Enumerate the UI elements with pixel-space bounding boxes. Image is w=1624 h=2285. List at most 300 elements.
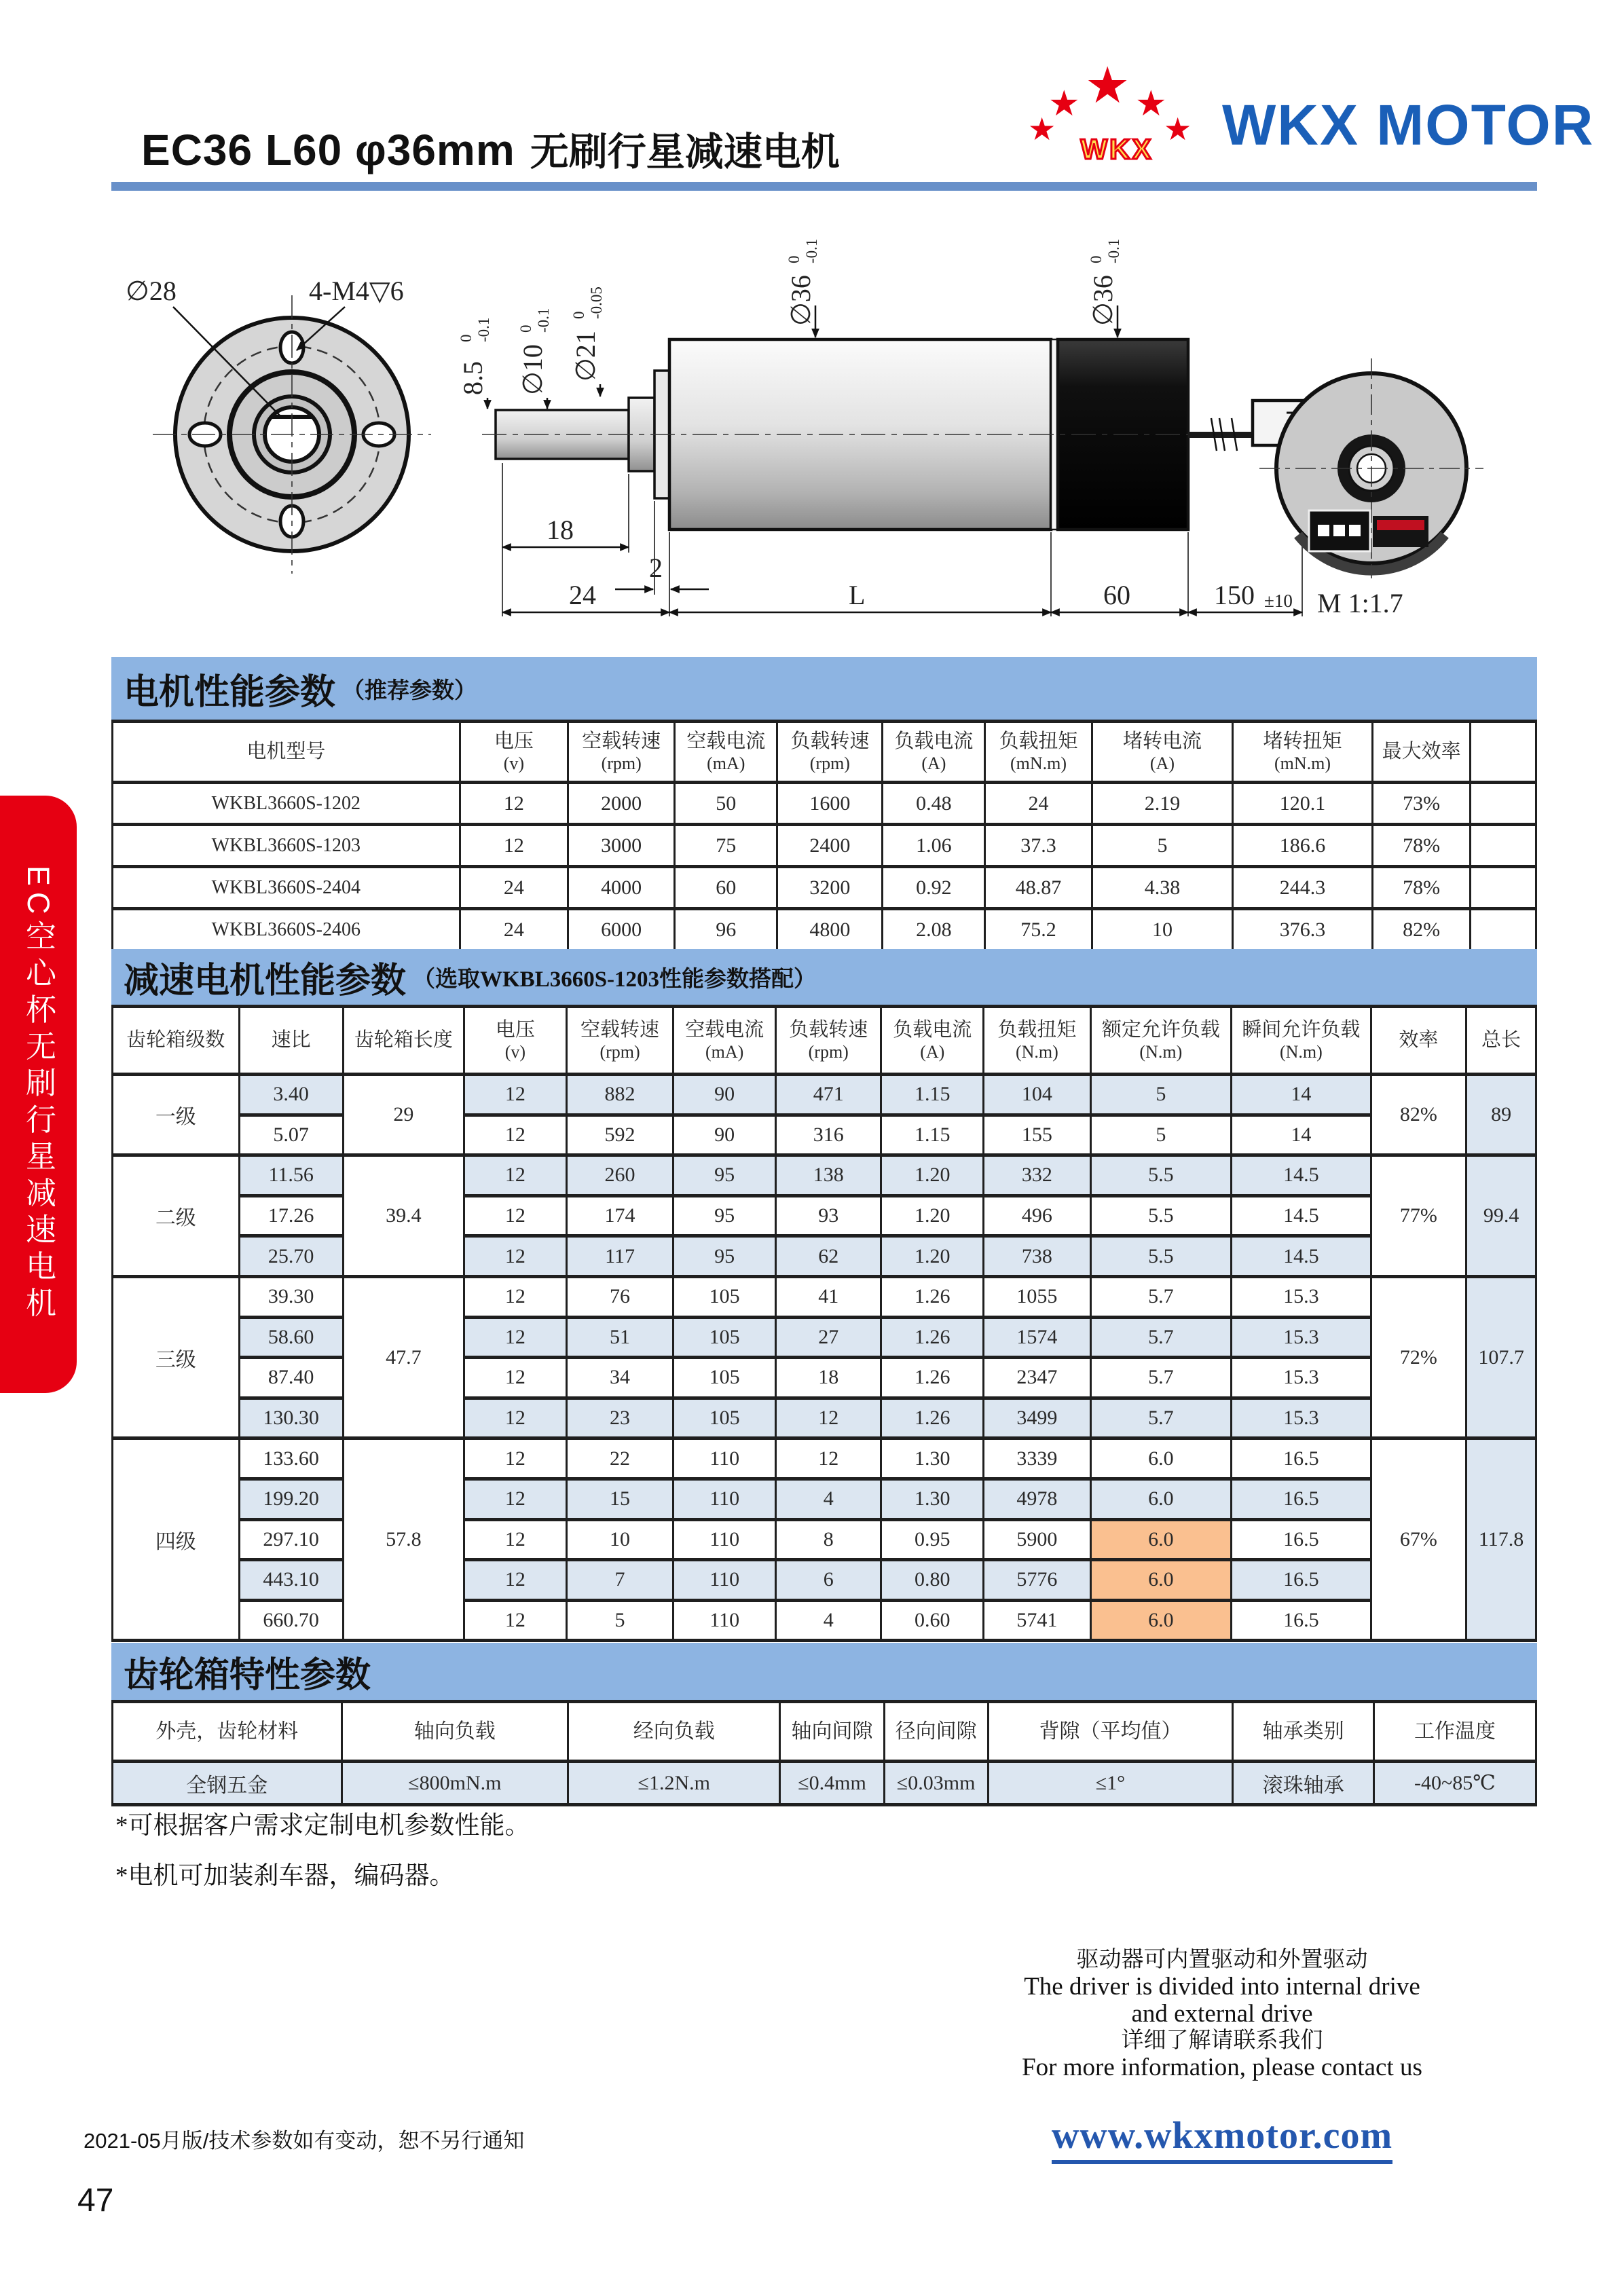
gearbox-length-cell: 39.4 [343, 1155, 464, 1277]
table-row [113, 1155, 1536, 1196]
table-cell: 4800 [777, 909, 883, 951]
column-header [1232, 1007, 1371, 1075]
column-header-unit: (A) [920, 1041, 945, 1062]
column-header [985, 722, 1092, 783]
table-cell: 12 [464, 1358, 566, 1398]
column-header [460, 722, 568, 783]
table-cell: 95 [673, 1236, 776, 1277]
table-cell: 12 [460, 783, 568, 825]
section-gearmotor-parameters [111, 949, 1537, 1005]
column-header-unit: (rpm) [808, 1041, 849, 1062]
table-cell: ≤1° [988, 1762, 1233, 1805]
gearbox-characteristics-table [111, 1700, 1537, 1806]
motor-model-cell: WKBL3660S-2404 [113, 867, 460, 909]
column-header [776, 1007, 881, 1075]
table-cell: 全钢五金 [113, 1762, 342, 1805]
table-row [113, 1115, 1536, 1155]
dim-60: 60 [1103, 580, 1130, 610]
column-header-label: 负载扭矩 [997, 1019, 1077, 1041]
column-header-label: 经向负载 [633, 1720, 715, 1743]
table-cell: 244.3 [1233, 867, 1373, 909]
section-title: 电机性能参数 [124, 673, 336, 712]
table-cell: 1.30 [881, 1438, 984, 1479]
table-cell: 1.15 [881, 1075, 984, 1115]
table-cell: 18 [776, 1358, 881, 1398]
table-cell: 4000 [568, 867, 675, 909]
table-cell: 95 [673, 1195, 776, 1236]
table-cell: 110 [673, 1560, 776, 1601]
efficiency-cell: 72% [1371, 1276, 1466, 1438]
table-cell: 105 [673, 1317, 776, 1358]
ratio-cell: 39.30 [239, 1276, 343, 1317]
table-cell: 1.20 [881, 1236, 984, 1277]
column-header-label: 额定允许负载 [1101, 1019, 1220, 1041]
table-cell: 16.5 [1232, 1438, 1371, 1479]
table-cell: 2.19 [1092, 783, 1233, 825]
dim-d10 [517, 308, 552, 395]
column-header-label: 背隙（平均值） [1039, 1720, 1182, 1743]
dim-d21 [570, 286, 605, 382]
logo-stars-icon [1028, 58, 1202, 182]
table-cell: 4 [776, 1479, 881, 1519]
table-row [113, 909, 1536, 951]
table-cell: 5 [1090, 1115, 1232, 1155]
column-header-label: 堵转扭矩 [1263, 730, 1342, 753]
contact-note-cn: 详细了解请联系我们 [1121, 2028, 1323, 2053]
column-header [1090, 1007, 1232, 1075]
column-header [342, 1702, 568, 1762]
column-header-unit: (A) [1149, 753, 1175, 773]
table-cell: 12 [776, 1438, 881, 1479]
table-cell: 75.2 [985, 909, 1092, 951]
table-cell: 96 [675, 909, 777, 951]
table-cell: 78% [1372, 867, 1471, 909]
table-cell: 15.3 [1232, 1398, 1371, 1438]
driver-note-cn: 驱动器可内置驱动和外置驱动 [1076, 1948, 1368, 1972]
table-cell: 62 [776, 1236, 881, 1277]
table-cell: ≤0.03mm [884, 1762, 988, 1805]
column-header-label: 齿轮箱长度 [354, 1029, 453, 1052]
total-length-cell: 117.8 [1466, 1438, 1536, 1641]
dim-18: 18 [547, 515, 574, 545]
table-cell: 10 [566, 1519, 673, 1560]
table-cell: 48.87 [985, 867, 1092, 909]
table-cell: 5.7 [1090, 1276, 1232, 1317]
table-cell: 60 [675, 867, 777, 909]
ratio-cell: 130.30 [239, 1398, 343, 1438]
stage-cell: 一级 [113, 1075, 240, 1155]
table-cell: 0.95 [881, 1519, 984, 1560]
table-cell: 6.0 [1090, 1600, 1232, 1641]
stage-cell: 四级 [113, 1438, 240, 1641]
column-header [464, 1007, 566, 1075]
table-cell: -40~85℃ [1373, 1762, 1536, 1805]
side-view [458, 239, 1303, 616]
table-cell: 90 [673, 1115, 776, 1155]
table-cell: 6.0 [1090, 1479, 1232, 1519]
table-cell: 10 [1092, 909, 1233, 951]
dim-tol-upper: 0 [517, 324, 534, 333]
table-cell: 24 [460, 867, 568, 909]
table-cell: 73% [1372, 783, 1471, 825]
table-cell: 2400 [777, 825, 883, 867]
table-cell: 15 [566, 1479, 673, 1519]
dim-tol-upper: 0 [786, 255, 802, 263]
contact-note-en: For more information, please contact us [1022, 2053, 1422, 2081]
column-header-label: 空载电流 [686, 730, 766, 753]
table-cell: 12 [464, 1560, 566, 1601]
column-header [566, 1007, 673, 1075]
table-cell: 5.5 [1090, 1195, 1232, 1236]
stage-cell: 三级 [113, 1276, 240, 1438]
dim-value: ∅10 [517, 344, 548, 395]
column-header-unit: (mA) [707, 753, 745, 773]
column-header [675, 722, 777, 783]
column-header-label: 负载扭矩 [999, 730, 1078, 753]
column-header-unit: (v) [504, 1041, 526, 1062]
column-header-unit: (N.m) [1139, 1041, 1183, 1062]
motor-model-cell: WKBL3660S-1203 [113, 825, 460, 867]
column-header-label: 轴向间隙 [791, 1720, 873, 1743]
column-header-unit: (rpm) [809, 753, 850, 773]
dim-24: 24 [569, 580, 596, 610]
table-cell: 5.5 [1090, 1236, 1232, 1277]
table-row [113, 1236, 1536, 1277]
footnotes [115, 1804, 530, 1905]
table-cell: 12 [464, 1195, 566, 1236]
table-row [113, 1317, 1536, 1358]
table-cell: 105 [673, 1358, 776, 1398]
table-cell: 12 [464, 1519, 566, 1560]
table-cell: 14 [1232, 1115, 1371, 1155]
column-header-label: 最大效率 [1382, 741, 1461, 763]
table-cell: 24 [460, 909, 568, 951]
column-header [113, 722, 460, 783]
table-row [113, 867, 1536, 909]
column-header [984, 1007, 1090, 1075]
table-cell: 27 [776, 1317, 881, 1358]
column-header-label: 负载转速 [789, 1019, 868, 1041]
table-cell: ≤800mN.m [342, 1762, 568, 1805]
table-cell: 155 [984, 1115, 1090, 1155]
dim-8-5 [458, 318, 492, 395]
table-cell: 1600 [777, 783, 883, 825]
table-cell: 105 [673, 1276, 776, 1317]
gearbox-length-cell: 57.8 [343, 1438, 464, 1641]
table-cell: 12 [776, 1398, 881, 1438]
column-header [1092, 722, 1233, 783]
table-cell: 8 [776, 1519, 881, 1560]
section-subtitle: （选取WKBL3660S-1203性能参数搭配） [413, 967, 817, 992]
total-length-cell: 89 [1466, 1075, 1536, 1155]
column-header-label: 电机型号 [246, 741, 326, 763]
table-cell: 1.30 [881, 1479, 984, 1519]
table-header-row [113, 1702, 1536, 1762]
ratio-cell: 58.60 [239, 1317, 343, 1358]
table-cell: 0.60 [881, 1600, 984, 1641]
column-header [673, 1007, 776, 1075]
table-cell: 105 [673, 1398, 776, 1438]
table-row [113, 1438, 1536, 1479]
total-length-cell: 107.7 [1466, 1276, 1536, 1438]
table-cell: 738 [984, 1236, 1090, 1277]
table-row [113, 1600, 1536, 1641]
page-title-cn: 无刷行星减速电机 [530, 131, 840, 174]
table-cell: 1.26 [881, 1276, 984, 1317]
dim-2: 2 [649, 553, 663, 583]
table-cell: 3000 [568, 825, 675, 867]
table-cell: 5.7 [1090, 1358, 1232, 1398]
table-row [113, 1358, 1536, 1398]
table-cell: 16.5 [1232, 1479, 1371, 1519]
table-cell: 75 [675, 825, 777, 867]
table-cell: 110 [673, 1479, 776, 1519]
table-cell: 5 [1092, 825, 1233, 867]
dim-150: 150 [1214, 580, 1255, 610]
drawing-scale-note: M 1:1.7 [1317, 588, 1403, 618]
table-cell: 12 [464, 1317, 566, 1358]
dim-value: ∅36 [786, 275, 816, 326]
table-cell: 1.15 [881, 1115, 984, 1155]
column-header [568, 1702, 780, 1762]
table-cell: 110 [673, 1438, 776, 1479]
table-cell: 15.3 [1232, 1358, 1371, 1398]
table-cell: 12 [464, 1236, 566, 1277]
column-header [777, 722, 883, 783]
ratio-cell: 11.56 [239, 1155, 343, 1196]
table-cell: 51 [566, 1317, 673, 1358]
table-cell: 120.1 [1233, 783, 1373, 825]
ratio-cell: 17.26 [239, 1195, 343, 1236]
table-cell: ≤0.4mm [780, 1762, 884, 1805]
table-header-row [113, 722, 1536, 783]
column-header [1373, 1702, 1536, 1762]
table-cell: 6.0 [1090, 1560, 1232, 1601]
gearbox-length-cell: 47.7 [343, 1276, 464, 1438]
table-cell: 16.5 [1232, 1560, 1371, 1601]
column-header-label: 径向间隙 [895, 1720, 977, 1743]
motor-model-cell: WKBL3660S-2406 [113, 909, 460, 951]
column-header [988, 1702, 1233, 1762]
column-header-label: 轴向负载 [413, 1720, 496, 1743]
ratio-cell: 3.40 [239, 1075, 343, 1115]
dim-tol-lower: -0.1 [535, 308, 552, 333]
section-motor-parameters [111, 657, 1537, 720]
page-title-model: EC36 L60 φ36mm [141, 126, 515, 174]
table-cell: 7 [566, 1560, 673, 1601]
table-cell: 882 [566, 1075, 673, 1115]
table-cell: 3200 [777, 867, 883, 909]
ratio-cell: 25.70 [239, 1236, 343, 1277]
table-cell: 14 [1232, 1075, 1371, 1115]
footnote: *可根据客户需求定制电机参数性能。 [115, 1812, 530, 1840]
dim-150-tol: ±10 [1264, 591, 1293, 611]
star-icon: ★ [1028, 112, 1056, 147]
table-cell: 316 [776, 1115, 881, 1155]
table-cell: 5776 [984, 1560, 1090, 1601]
dim-mounting-holes: 4-M4▽6 [309, 276, 404, 306]
column-header-label: 效率 [1399, 1029, 1439, 1052]
table-cell: 104 [984, 1075, 1090, 1115]
table-cell: 2347 [984, 1358, 1090, 1398]
table-cell: 1.20 [881, 1195, 984, 1236]
column-header-label: 空载电流 [685, 1019, 764, 1041]
empty-cell [1471, 867, 1536, 909]
table-cell: 34 [566, 1358, 673, 1398]
column-header-label: 工作温度 [1414, 1720, 1496, 1743]
website-link[interactable]: www.wkxmotor.com [1052, 2114, 1392, 2164]
front-view [126, 276, 431, 574]
column-header [239, 1007, 343, 1075]
ratio-cell: 443.10 [239, 1560, 343, 1601]
dim-flange-diameter: ∅28 [126, 276, 177, 306]
column-header-label: 负载电流 [894, 730, 974, 753]
efficiency-cell: 82% [1371, 1075, 1466, 1155]
table-cell: 496 [984, 1195, 1090, 1236]
column-header-label: 空载转速 [582, 730, 661, 753]
table-row [113, 783, 1536, 825]
table-cell: 4.38 [1092, 867, 1233, 909]
column-header [1372, 722, 1471, 783]
table-cell: 90 [673, 1075, 776, 1115]
table-cell: 6 [776, 1560, 881, 1601]
table-cell: 5.7 [1090, 1398, 1232, 1438]
section-title: 减速电机性能参数 [124, 961, 407, 1001]
series-side-tab [0, 796, 77, 1393]
empty-column-header [1471, 722, 1536, 783]
stage-cell: 二级 [113, 1155, 240, 1277]
total-length-cell: 99.4 [1466, 1155, 1536, 1277]
table-cell: 4 [776, 1600, 881, 1641]
ratio-cell: 5.07 [239, 1115, 343, 1155]
column-header [113, 1702, 342, 1762]
table-cell: 1.26 [881, 1317, 984, 1358]
ratio-cell: 297.10 [239, 1519, 343, 1560]
table-cell: 5.7 [1090, 1317, 1232, 1358]
table-cell: 15.3 [1232, 1276, 1371, 1317]
table-cell: 12 [464, 1600, 566, 1641]
column-header-unit: (A) [921, 753, 946, 773]
column-header [881, 1007, 984, 1075]
table-cell: 82% [1372, 909, 1471, 951]
header-rule [111, 182, 1537, 191]
table-cell: 15.3 [1232, 1317, 1371, 1358]
column-header [780, 1702, 884, 1762]
ratio-cell: 199.20 [239, 1479, 343, 1519]
table-cell: 6.0 [1090, 1438, 1232, 1479]
table-cell: 滚珠轴承 [1233, 1762, 1374, 1805]
column-header-label: 负载转速 [790, 730, 870, 753]
dim-value: 8.5 [458, 361, 488, 395]
table-cell: 14.5 [1232, 1195, 1371, 1236]
table-cell: 1.26 [881, 1358, 984, 1398]
motor-performance-table [111, 720, 1537, 952]
table-row [113, 1519, 1536, 1560]
table-cell: 12 [464, 1438, 566, 1479]
star-icon: ★ [1164, 112, 1192, 147]
dim-tol-lower: -0.1 [475, 317, 492, 342]
column-header-unit: (rpm) [601, 753, 642, 773]
table-cell: 5900 [984, 1519, 1090, 1560]
table-row [113, 1560, 1536, 1601]
ratio-cell: 133.60 [239, 1438, 343, 1479]
table-cell: 0.92 [883, 867, 985, 909]
column-header [1233, 1702, 1374, 1762]
efficiency-cell: 77% [1371, 1155, 1466, 1277]
column-header-label: 外壳，齿轮材料 [155, 1720, 299, 1743]
dim-tol-lower: -0.05 [588, 286, 605, 319]
table-cell: 1055 [984, 1276, 1090, 1317]
dim-L: L [849, 580, 866, 610]
column-header [113, 1007, 240, 1075]
column-header-unit: (N.m) [1279, 1041, 1323, 1062]
table-cell: 1.20 [881, 1155, 984, 1196]
column-header [1466, 1007, 1536, 1075]
edition-note: 2021-05月版/技术参数如有变动，恕不另行通知 [84, 2129, 525, 2153]
column-header-unit: (rpm) [599, 1041, 640, 1062]
table-cell: 93 [776, 1195, 881, 1236]
dim-tol-upper: 0 [1088, 255, 1105, 263]
table-cell: 138 [776, 1155, 881, 1196]
logo-badge: WKX [1080, 133, 1154, 165]
table-cell: 592 [566, 1115, 673, 1155]
table-cell: 174 [566, 1195, 673, 1236]
table-cell: 14.5 [1232, 1236, 1371, 1277]
section-gearbox-characteristics [111, 1643, 1537, 1700]
column-header [883, 722, 985, 783]
column-header-label: 轴承类别 [1262, 1720, 1344, 1743]
column-header [884, 1702, 988, 1762]
column-header-label: 齿轮箱级数 [126, 1029, 225, 1052]
series-side-tab-label: EC空心杯无刷行星减速电机 [21, 865, 56, 1324]
section-subtitle: （推荐参数） [342, 678, 477, 703]
table-cell: 117 [566, 1236, 673, 1277]
dim-value: ∅36 [1088, 275, 1118, 326]
table-cell: 12 [460, 825, 568, 867]
gearbox-length-cell: 29 [343, 1075, 464, 1155]
dim-tol-upper: 0 [458, 334, 475, 342]
technical-drawing [102, 197, 1528, 645]
footnote: *电机可加装刹车器，编码器。 [115, 1862, 455, 1890]
table-cell: 110 [673, 1600, 776, 1641]
table-cell: 12 [464, 1276, 566, 1317]
column-header-label: 总长 [1481, 1029, 1521, 1052]
table-cell: 14.5 [1232, 1155, 1371, 1196]
table-cell: 5.5 [1090, 1155, 1232, 1196]
table-cell: 6000 [568, 909, 675, 951]
section-title: 齿轮箱特性参数 [124, 1656, 371, 1695]
table-cell: 1.26 [881, 1398, 984, 1438]
brand-name: WKX MOTOR [1222, 92, 1595, 157]
table-cell: 110 [673, 1519, 776, 1560]
table-row [113, 1762, 1536, 1805]
dim-value: ∅21 [570, 331, 601, 382]
empty-cell [1471, 783, 1536, 825]
table-cell: 0.48 [883, 783, 985, 825]
table-cell: 76 [566, 1276, 673, 1317]
table-cell: 16.5 [1232, 1600, 1371, 1641]
page-title [141, 121, 840, 177]
table-cell: 37.3 [985, 825, 1092, 867]
table-cell: 24 [985, 783, 1092, 825]
column-header [1371, 1007, 1466, 1075]
table-row [113, 1195, 1536, 1236]
table-cell: 1.06 [883, 825, 985, 867]
gearmotor-performance-table [111, 1005, 1537, 1642]
ratio-cell: 87.40 [239, 1358, 343, 1398]
table-cell: 471 [776, 1075, 881, 1115]
column-header-unit: (mN.m) [1010, 753, 1067, 773]
